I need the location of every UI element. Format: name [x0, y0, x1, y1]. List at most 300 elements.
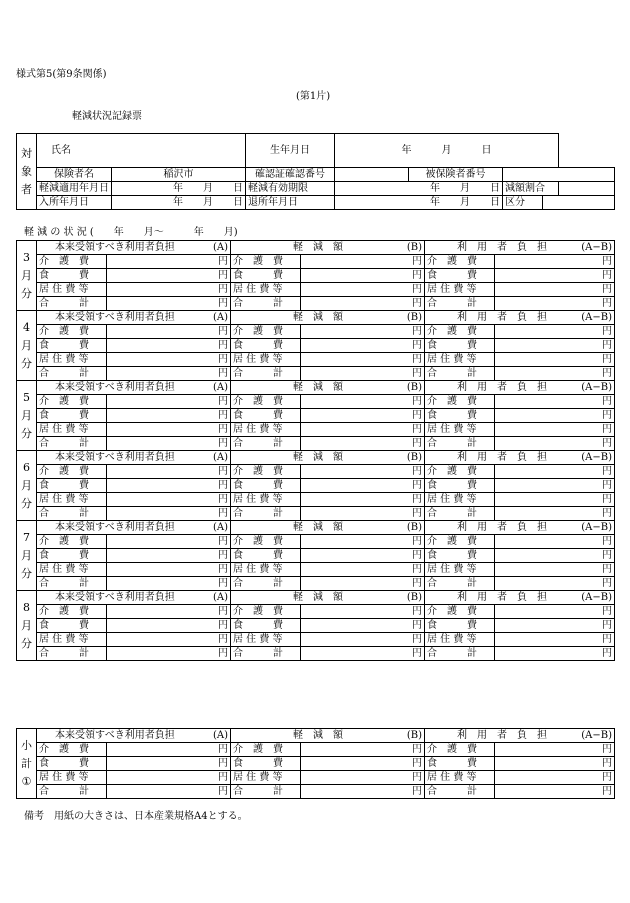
amount-cell[interactable] — [107, 409, 231, 423]
month-block-row — [17, 479, 615, 493]
yen-unit: 円 — [218, 536, 228, 547]
yen-unit: 円 — [412, 508, 422, 519]
header-reduction: 軽 減 額 (B) — [231, 591, 425, 605]
row-label: 介 護 費 — [231, 465, 301, 479]
amount-cell[interactable] — [107, 353, 231, 367]
row-label: 居 住 費 等 — [425, 771, 495, 785]
month-block-row — [17, 507, 615, 521]
row-label: 居 住 費 等 — [231, 771, 301, 785]
row-label: 居 住 費 等 — [425, 493, 495, 507]
month-block-row — [17, 423, 615, 437]
amount-cell[interactable] — [107, 297, 231, 311]
amount-cell[interactable] — [495, 269, 615, 283]
subtotal-block-label: 小 計 ① — [17, 729, 37, 799]
yen-unit: 円 — [602, 508, 613, 519]
amount-cell[interactable] — [495, 549, 615, 563]
yen-unit: 円 — [412, 284, 422, 295]
yen-unit: 円 — [218, 396, 228, 407]
amount-cell[interactable] — [107, 605, 231, 619]
row-label: 食 費 — [425, 479, 495, 493]
amount-cell[interactable] — [301, 757, 425, 771]
amount-cell[interactable] — [301, 423, 425, 437]
status-heading: 軽 減 の 状 況 ( 年 月〜 年 月) — [24, 227, 238, 238]
yen-unit: 円 — [602, 634, 613, 645]
month-block-row — [17, 437, 615, 451]
row-label: 居 住 費 等 — [37, 771, 107, 785]
leave-label: 退所年月日 — [246, 196, 335, 210]
amount-cell[interactable] — [107, 785, 231, 799]
row-label: 居 住 費 等 — [37, 493, 107, 507]
amount-cell[interactable] — [495, 633, 615, 647]
amount-cell[interactable] — [107, 757, 231, 771]
month-block-row — [17, 535, 615, 549]
amount-cell[interactable] — [301, 605, 425, 619]
row-label: 食 費 — [231, 479, 301, 493]
month-block-label: 8 月 分 — [17, 591, 37, 661]
row-label: 介 護 費 — [37, 255, 107, 269]
row-label: 食 費 — [37, 549, 107, 563]
yen-unit: 円 — [412, 466, 422, 477]
amount-cell[interactable] — [301, 535, 425, 549]
row-label: 食 費 — [231, 409, 301, 423]
amount-cell[interactable] — [301, 493, 425, 507]
row-label: 介 護 費 — [231, 255, 301, 269]
yen-unit: 円 — [602, 424, 613, 435]
yen-unit: 円 — [602, 494, 613, 505]
amount-cell[interactable] — [495, 757, 615, 771]
yen-unit: 円 — [218, 424, 228, 435]
amount-cell[interactable] — [301, 367, 425, 381]
yen-unit: 円 — [602, 536, 613, 547]
name-cell[interactable] — [37, 134, 246, 168]
month-block-row — [17, 325, 615, 339]
amount-cell[interactable] — [301, 465, 425, 479]
yen-unit: 円 — [602, 396, 613, 407]
yen-unit: 円 — [602, 284, 613, 295]
row-label: 介 護 費 — [425, 325, 495, 339]
amount-cell[interactable] — [107, 771, 231, 785]
amount-cell[interactable] — [301, 647, 425, 661]
yen-unit: 円 — [218, 620, 228, 631]
row-label: 合 計 — [37, 367, 107, 381]
apply-label: 軽減適用年月日 — [37, 182, 112, 196]
amount-cell[interactable] — [301, 479, 425, 493]
yen-unit: 円 — [602, 256, 613, 267]
header-burden: 本来受領すべき利用者負担 (A) — [37, 451, 231, 465]
div-label: 区分 — [503, 196, 543, 210]
amount-cell[interactable] — [301, 633, 425, 647]
yen-unit: 円 — [412, 786, 422, 797]
amount-cell[interactable] — [301, 409, 425, 423]
amount-cell[interactable] — [301, 549, 425, 563]
yen-unit: 円 — [602, 744, 613, 755]
amount-cell[interactable] — [107, 743, 231, 757]
amount-cell[interactable] — [495, 563, 615, 577]
yen-unit: 円 — [602, 466, 613, 477]
amount-cell[interactable] — [301, 563, 425, 577]
yen-unit: 円 — [602, 606, 613, 617]
amount-cell[interactable] — [301, 771, 425, 785]
header-reduction: 軽 減 額 (B) — [231, 451, 425, 465]
month-block-row — [17, 395, 615, 409]
row-label: 居 住 費 等 — [37, 283, 107, 297]
rate-value[interactable] — [559, 182, 615, 196]
row-label: 食 費 — [37, 479, 107, 493]
row-label: 介 護 費 — [425, 255, 495, 269]
amount-cell[interactable] — [495, 577, 615, 591]
sheet-number: (第1片) — [296, 91, 331, 102]
yen-unit: 円 — [602, 758, 613, 769]
yen-unit: 円 — [218, 508, 228, 519]
row-label: 食 費 — [425, 269, 495, 283]
amount-cell[interactable] — [107, 549, 231, 563]
row-label: 合 計 — [37, 647, 107, 661]
apply-value[interactable]: 年 月 日 — [112, 182, 246, 196]
amount-cell[interactable] — [495, 367, 615, 381]
yen-unit: 円 — [412, 256, 422, 267]
row-label: 食 費 — [37, 269, 107, 283]
row-label: 合 計 — [425, 785, 495, 799]
row-label: 居 住 費 等 — [425, 423, 495, 437]
amount-cell[interactable] — [107, 339, 231, 353]
row-label: 食 費 — [231, 269, 301, 283]
admit-value[interactable]: 年 月 日 — [112, 196, 246, 210]
amount-cell[interactable] — [495, 605, 615, 619]
row-label: 合 計 — [425, 367, 495, 381]
row-label: 介 護 費 — [425, 743, 495, 757]
row-label: 合 計 — [37, 437, 107, 451]
subtotal-block-row — [17, 771, 615, 785]
yen-unit: 円 — [412, 424, 422, 435]
yen-unit: 円 — [218, 758, 228, 769]
yen-unit: 円 — [218, 578, 228, 589]
row-label: 合 計 — [231, 367, 301, 381]
amount-cell[interactable] — [495, 339, 615, 353]
yen-unit: 円 — [218, 410, 228, 421]
amount-cell[interactable] — [107, 493, 231, 507]
month-block-row — [17, 549, 615, 563]
yen-unit: 円 — [602, 480, 613, 491]
amount-cell[interactable] — [107, 507, 231, 521]
amount-cell[interactable] — [495, 619, 615, 633]
amount-cell[interactable] — [495, 283, 615, 297]
name-label: 氏名 — [51, 145, 71, 156]
amount-cell[interactable] — [495, 479, 615, 493]
row-label: 合 計 — [231, 785, 301, 799]
header-user-burden: 利 用 者 負 担 (A−B) — [425, 311, 615, 325]
yen-unit: 円 — [218, 256, 228, 267]
amount-cell[interactable] — [301, 353, 425, 367]
month-block-row — [17, 563, 615, 577]
row-label: 合 計 — [37, 577, 107, 591]
amount-cell[interactable] — [301, 325, 425, 339]
row-label: 食 費 — [425, 757, 495, 771]
amount-cell[interactable] — [301, 743, 425, 757]
yen-unit: 円 — [602, 772, 613, 783]
note: 備考 用紙の大きさは、日本産業規格A4とする。 — [24, 811, 248, 822]
amount-cell[interactable] — [107, 325, 231, 339]
amount-cell[interactable] — [495, 743, 615, 757]
yen-unit: 円 — [218, 634, 228, 645]
month-block-label: 5 月 分 — [17, 381, 37, 451]
yen-unit: 円 — [412, 298, 422, 309]
row-label: 居 住 費 等 — [37, 563, 107, 577]
row-label: 居 住 費 等 — [231, 283, 301, 297]
amount-cell[interactable] — [495, 297, 615, 311]
yen-unit: 円 — [218, 494, 228, 505]
row-label: 介 護 費 — [231, 605, 301, 619]
yen-unit: 円 — [412, 772, 422, 783]
yen-unit: 円 — [602, 270, 613, 281]
row-label: 介 護 費 — [37, 743, 107, 757]
birth-value[interactable]: 年 月 日 — [335, 134, 559, 168]
row-label: 食 費 — [425, 549, 495, 563]
page-title: 軽減状況記録票 — [72, 111, 142, 122]
row-label: 居 住 費 等 — [231, 353, 301, 367]
yen-unit: 円 — [218, 368, 228, 379]
insurer-label: 保険者名 — [37, 168, 112, 182]
amount-cell[interactable] — [495, 785, 615, 799]
row-label: 合 計 — [231, 577, 301, 591]
amount-cell[interactable] — [301, 269, 425, 283]
row-label: 居 住 費 等 — [231, 633, 301, 647]
amount-cell[interactable] — [301, 577, 425, 591]
row-label: 合 計 — [231, 647, 301, 661]
subtotal-block-row — [17, 757, 615, 771]
row-label: 合 計 — [425, 437, 495, 451]
insurer-value: 稲沢市 — [112, 168, 246, 182]
month-block-row — [17, 493, 615, 507]
rate-label: 減額割合 — [503, 182, 559, 196]
amount-cell[interactable] — [301, 297, 425, 311]
row-label: 食 費 — [425, 339, 495, 353]
row-label: 介 護 費 — [425, 605, 495, 619]
valid-label: 軽減有効期限 — [246, 182, 335, 196]
amount-cell[interactable] — [495, 325, 615, 339]
header-user-burden: 利 用 者 負 担 (A−B) — [425, 381, 615, 395]
yen-unit: 円 — [218, 772, 228, 783]
yen-unit: 円 — [412, 634, 422, 645]
amount-cell[interactable] — [301, 507, 425, 521]
yen-unit: 円 — [412, 550, 422, 561]
yen-unit: 円 — [218, 744, 228, 755]
yen-unit: 円 — [412, 494, 422, 505]
yen-unit: 円 — [602, 438, 613, 449]
header-user-burden: 利 用 者 負 担 (A−B) — [425, 451, 615, 465]
month-block-row — [17, 465, 615, 479]
form-number: 様式第5(第9条関係) — [16, 69, 107, 80]
row-label: 合 計 — [37, 297, 107, 311]
yen-unit: 円 — [218, 466, 228, 477]
yen-unit: 円 — [602, 340, 613, 351]
month-block-row — [17, 339, 615, 353]
yen-unit: 円 — [602, 368, 613, 379]
amount-cell[interactable] — [495, 507, 615, 521]
header-user-burden: 利 用 者 負 担 (A−B) — [425, 729, 615, 743]
amount-cell[interactable] — [107, 465, 231, 479]
yen-unit: 円 — [218, 606, 228, 617]
row-label: 居 住 費 等 — [425, 633, 495, 647]
month-block-row — [17, 577, 615, 591]
amount-cell[interactable] — [107, 255, 231, 269]
subtotal-block-row — [17, 743, 615, 757]
amount-cell[interactable] — [495, 409, 615, 423]
row-label: 合 計 — [425, 297, 495, 311]
amount-cell[interactable] — [495, 535, 615, 549]
amount-cell[interactable] — [301, 339, 425, 353]
amount-cell[interactable] — [107, 479, 231, 493]
subtotal-block-row — [17, 785, 615, 799]
yen-unit: 円 — [218, 480, 228, 491]
yen-unit: 円 — [412, 410, 422, 421]
yen-unit: 円 — [602, 550, 613, 561]
header-reduction: 軽 減 額 (B) — [231, 521, 425, 535]
yen-unit: 円 — [602, 578, 613, 589]
row-label: 介 護 費 — [425, 395, 495, 409]
yen-unit: 円 — [602, 648, 613, 659]
month-block-row — [17, 283, 615, 297]
valid-value[interactable]: 年 月 日 — [335, 182, 503, 196]
row-label: 合 計 — [425, 577, 495, 591]
div-value[interactable] — [543, 196, 615, 210]
yen-unit: 円 — [602, 786, 613, 797]
yen-unit: 円 — [218, 354, 228, 365]
amount-cell[interactable] — [301, 619, 425, 633]
amount-cell[interactable] — [301, 785, 425, 799]
amount-cell[interactable] — [301, 437, 425, 451]
amount-cell[interactable] — [107, 395, 231, 409]
leave-value[interactable]: 年 月 日 — [335, 196, 503, 210]
row-label: 合 計 — [425, 507, 495, 521]
yen-unit: 円 — [218, 438, 228, 449]
subtotal-table — [16, 728, 615, 799]
amount-cell[interactable] — [107, 535, 231, 549]
yen-unit: 円 — [218, 298, 228, 309]
amount-cell[interactable] — [107, 647, 231, 661]
yen-unit: 円 — [218, 786, 228, 797]
amount-cell[interactable] — [495, 647, 615, 661]
admit-label: 入所年月日 — [37, 196, 112, 210]
yen-unit: 円 — [412, 564, 422, 575]
yen-unit: 円 — [412, 340, 422, 351]
row-label: 居 住 費 等 — [37, 353, 107, 367]
amount-cell[interactable] — [301, 395, 425, 409]
subject-table — [16, 133, 615, 210]
subject-label: 対 象 者 — [17, 134, 37, 210]
header-user-burden: 利 用 者 負 担 (A−B) — [425, 591, 615, 605]
row-label: 居 住 費 等 — [37, 423, 107, 437]
row-label: 介 護 費 — [231, 743, 301, 757]
amount-cell[interactable] — [495, 493, 615, 507]
yen-unit: 円 — [602, 410, 613, 421]
month-block-row — [17, 367, 615, 381]
yen-unit: 円 — [218, 284, 228, 295]
amount-cell[interactable] — [107, 367, 231, 381]
yen-unit: 円 — [412, 326, 422, 337]
yen-unit: 円 — [412, 270, 422, 281]
row-label: 合 計 — [231, 297, 301, 311]
amount-cell[interactable] — [107, 423, 231, 437]
amount-cell[interactable] — [107, 269, 231, 283]
yen-unit: 円 — [412, 396, 422, 407]
amount-cell[interactable] — [495, 771, 615, 785]
yen-unit: 円 — [412, 368, 422, 379]
row-label: 食 費 — [231, 339, 301, 353]
amount-cell[interactable] — [495, 255, 615, 269]
yen-unit: 円 — [412, 648, 422, 659]
amount-cell[interactable] — [107, 437, 231, 451]
yen-unit: 円 — [602, 298, 613, 309]
row-label: 食 費 — [37, 619, 107, 633]
birth-label: 生年月日 — [246, 134, 335, 168]
header-reduction: 軽 減 額 (B) — [231, 729, 425, 743]
row-label: 食 費 — [231, 549, 301, 563]
amount-cell[interactable] — [301, 283, 425, 297]
row-label: 居 住 費 等 — [231, 563, 301, 577]
amount-cell[interactable] — [107, 577, 231, 591]
amount-cell[interactable] — [495, 353, 615, 367]
header-burden: 本来受領すべき利用者負担 (A) — [37, 591, 231, 605]
amount-cell[interactable] — [107, 633, 231, 647]
amount-cell[interactable] — [107, 563, 231, 577]
month-block-label: 4 月 分 — [17, 311, 37, 381]
amount-cell[interactable] — [301, 255, 425, 269]
row-label: 居 住 費 等 — [425, 283, 495, 297]
month-block-row — [17, 269, 615, 283]
month-block-row — [17, 619, 615, 633]
amount-cell[interactable] — [107, 619, 231, 633]
yen-unit: 円 — [218, 550, 228, 561]
yen-unit: 円 — [218, 648, 228, 659]
header-burden: 本来受領すべき利用者負担 (A) — [37, 521, 231, 535]
yen-unit: 円 — [602, 354, 613, 365]
header-reduction: 軽 減 額 (B) — [231, 311, 425, 325]
amount-cell[interactable] — [495, 423, 615, 437]
month-block-row — [17, 633, 615, 647]
yen-unit: 円 — [602, 564, 613, 575]
amount-cell[interactable] — [495, 395, 615, 409]
row-label: 居 住 費 等 — [425, 353, 495, 367]
header-user-burden: 利 用 者 負 担 (A−B) — [425, 521, 615, 535]
yen-unit: 円 — [218, 270, 228, 281]
row-label: 介 護 費 — [231, 325, 301, 339]
header-reduction: 軽 減 額 (B) — [231, 381, 425, 395]
row-label: 居 住 費 等 — [231, 423, 301, 437]
amount-cell[interactable] — [495, 465, 615, 479]
row-label: 居 住 費 等 — [37, 633, 107, 647]
yen-unit: 円 — [602, 620, 613, 631]
row-label: 合 計 — [231, 437, 301, 451]
row-label: 食 費 — [37, 757, 107, 771]
amount-cell[interactable] — [107, 283, 231, 297]
row-label: 合 計 — [37, 507, 107, 521]
header-reduction: 軽 減 額 (B) — [231, 241, 425, 255]
yen-unit: 円 — [412, 606, 422, 617]
month-block-row — [17, 647, 615, 661]
row-label: 介 護 費 — [37, 325, 107, 339]
insured-value[interactable] — [503, 168, 615, 182]
amount-cell[interactable] — [495, 437, 615, 451]
header-burden: 本来受領すべき利用者負担 (A) — [37, 381, 231, 395]
cert-value[interactable] — [335, 168, 409, 182]
yen-unit: 円 — [412, 758, 422, 769]
monthly-table — [16, 240, 615, 661]
row-label: 介 護 費 — [37, 395, 107, 409]
row-label: 食 費 — [231, 619, 301, 633]
row-label: 介 護 費 — [37, 465, 107, 479]
row-label: 介 護 費 — [37, 535, 107, 549]
header-user-burden: 利 用 者 負 担 (A−B) — [425, 241, 615, 255]
